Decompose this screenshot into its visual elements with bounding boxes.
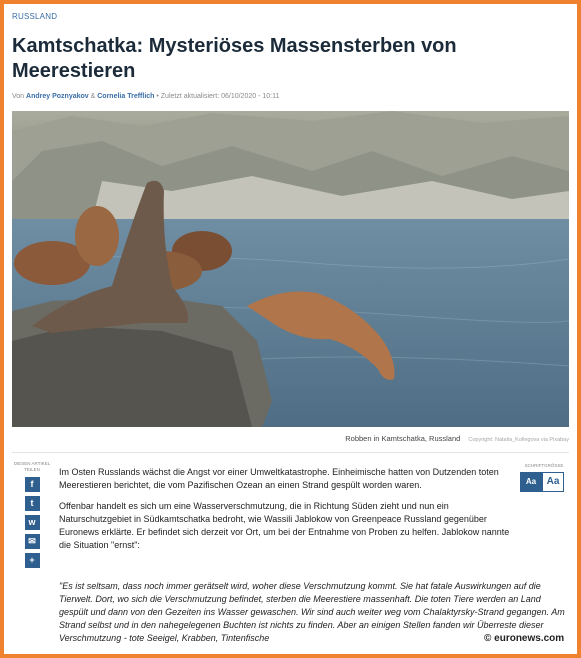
font-size-label: SCHRIFTGRÖSSE xyxy=(524,463,564,468)
euronews-watermark: © euronews.com xyxy=(484,633,565,644)
facebook-share-icon[interactable]: f xyxy=(25,477,40,492)
font-size-large-button[interactable]: Aa xyxy=(542,472,564,492)
byline-prefix: Von xyxy=(12,93,25,100)
quote-paragraph: "Es ist seltsam, dass noch immer gerätselt wird, woher diese Verschmutzung kommt. Sie hat fatale Auswirkungen auf die Tierwelt. Dort, wo sich die Verschmutzung befindet, sterben die Meerestiere massenhaft. Die toten Tiere werden an Land gespült und dann von den Gezeiten ins Wasser gewaschen. Wir sind auch weiter weg vom Chalaktyrsky-Strand gegangen. Am Strand selbst und in den nahegelegenen Buchten ist nichts zu finden. Aber an einigen Stellen fanden wir Überreste dieser Verschmutzung - tote Seeigel, Krabben, Tintenfische xyxy=(59,581,565,643)
divider xyxy=(12,452,569,453)
image-caption xyxy=(12,434,569,443)
byline xyxy=(12,93,572,100)
article-headline: Kamtschatka: Mysteriöses Massensterben von Meerestieren xyxy=(12,35,457,82)
paragraph-1: Im Osten Russlands wächst die Angst vor einer Umweltkatastrophe. Einheimische hatten von Dutzenden toten Meerestieren berichtet, die vom Pazifischen Ozean an einen Strand gespült worden waren. xyxy=(59,467,499,490)
paragraph-2: Offenbar handelt es sich um eine Wasserverschmutzung, die in Richtung Süden zieht und nun ein Naturschutzgebiet in Südkamtschatka bedroht, wie Wassili Jablokow von Greenpeace Russland gegenüber Euronews erklärte. Er befindet sich derzeit vor Ort, um bei der Entnahme von Proben zu helfen. Jablokow nannte die Situation "ernst": xyxy=(59,501,510,550)
font-size-small-button[interactable]: Aa xyxy=(520,472,542,492)
article-body xyxy=(59,466,517,560)
author-link-2[interactable]: Cornelia Trefflich xyxy=(97,93,155,100)
caption-text: Robben in Kamtschatka, Russland xyxy=(345,434,461,443)
image-copyright: Copyright: Natalia_Kollegova via Pixabay xyxy=(468,437,569,443)
hero-image xyxy=(12,111,569,427)
article-page xyxy=(4,4,577,654)
share-panel xyxy=(12,461,52,568)
email-share-icon[interactable]: ✉ xyxy=(25,534,40,549)
font-size-control xyxy=(520,463,568,492)
updated-timestamp: • Zuletzt aktualisiert: 06/10/2020 - 10:11 xyxy=(156,93,280,100)
twitter-share-icon[interactable]: t xyxy=(25,496,40,511)
whatsapp-share-icon[interactable]: w xyxy=(25,515,40,530)
author-link-1[interactable]: Andrey Poznyakov xyxy=(26,93,89,100)
section-tag[interactable]: RUSSLAND xyxy=(12,12,58,21)
byline-joiner: & xyxy=(90,93,96,100)
share-label: DIESEN ARTIKEL TEILEN xyxy=(13,461,51,472)
more-share-icon[interactable]: + xyxy=(25,553,40,568)
